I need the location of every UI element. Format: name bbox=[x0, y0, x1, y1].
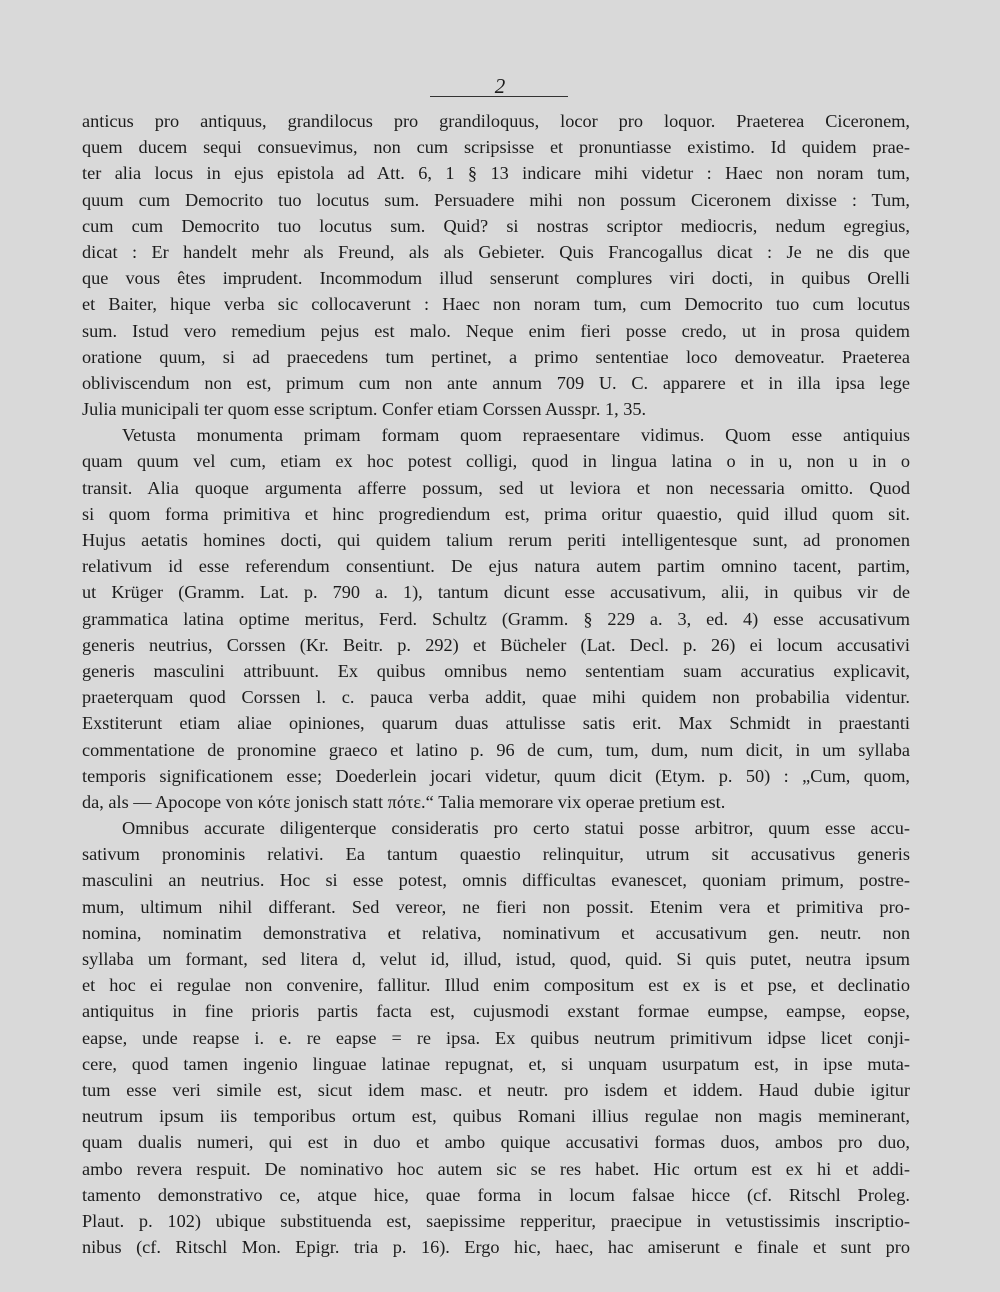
text-line: si quom forma primitiva et hinc progrediendum est, prima oritur quaestio, quid illud quom sit. bbox=[82, 503, 910, 524]
page-number: 2 bbox=[494, 74, 506, 98]
text-line: tum esse veri simile est, sicut idem masc. et neutr. pro isdem et iddem. Haud dubie igitur bbox=[82, 1079, 910, 1100]
text-line: quam quum vel cum, etiam ex hoc potest colligi, quod in lingua latina o in u, non u in o bbox=[82, 451, 910, 472]
text-line: generis neutrius, Corssen (Kr. Beitr. p. 292) et Bücheler (Lat. Decl. p. 26) ei locum accusativi bbox=[82, 634, 910, 655]
text-line: ambo revera respuit. De nominativo hoc autem sic se res habet. Hic ortum est ex hi et addi- bbox=[82, 1158, 910, 1179]
text-line: dicat : Er handelt mehr als Freund, als als Gebieter. Quis Francogallus dicat : Je ne dis que bbox=[82, 241, 910, 262]
text-line: antiquitus in fine prioris partis facta est, cujusmodi exstant formae eumpse, eampse, eopse, bbox=[82, 1001, 910, 1022]
text-line: temporis significationem esse; Doederlein jocari videtur, quum dicit (Etym. p. 50) : „Cum, quom, bbox=[82, 765, 910, 786]
text-line: mum, ultimum nihil differant. Sed vereor, ne fieri non possit. Etenim vera et primitiva pro- bbox=[82, 896, 910, 917]
text-line: Hujus aetatis homines docti, qui quidem talium rerum periti intelligentesque sunt, ad pronomen bbox=[82, 530, 910, 550]
text-line: Vetusta monumenta primam formam quom repraesentare vidimus. Quom esse antiquius bbox=[122, 425, 910, 446]
text-line: da, als — Apocope von κότε jonisch statt πότε.“ Talia memorare vix operae pretium est. bbox=[82, 791, 726, 812]
text-line: obliviscendum non est, primum cum non ante annum 709 U. C. apparere et in illa ipsa lege bbox=[82, 372, 910, 393]
text-line: generis masculini attribuunt. Ex quibus omnibus nemo sententiam suam accuratius explicavit, bbox=[82, 660, 910, 681]
text-line: anticus pro antiquus, grandilocus pro grandiloquus, locor pro loquor. Praeterea Ciceronem, bbox=[82, 111, 910, 131]
text-line: Omnibus accurate diligenterque consideratis pro certo statui posse arbitror, quum esse accu- bbox=[122, 818, 910, 839]
body-text bbox=[82, 108, 910, 1260]
text-line: sum. Istud vero remedium pejus est malo. Neque enim fieri posse credo, ut in prosa quidem bbox=[82, 320, 910, 341]
text-line: quem ducem sequi consuevimus, non cum scripsisse et pronuntiasse existimo. Id quidem prae- bbox=[82, 137, 910, 158]
text-line: Julia municipali ter quom esse scriptum. Confer etiam Corssen Ausspr. 1, 35. bbox=[82, 399, 647, 420]
text-line: grammatica latina optime meritus, Ferd. Schultz (Gramm. § 229 a. 3, ed. 4) esse accusativum bbox=[82, 608, 910, 629]
text-line: relativum id esse referendum consentiunt. De ejus natura autem partim omnino tacent, partim, bbox=[82, 556, 910, 577]
text-line: nomina, nominatim demonstrativa et relativa, nominativum et accusativum gen. neutr. non bbox=[82, 922, 910, 943]
text-line: cere, quod tamen ingenio linguae latinae repugnat, et, si unquam usurpatum est, in ipse muta- bbox=[82, 1053, 910, 1074]
text-line: praeterquam quod Corssen l. c. pauca verba addit, quae mihi quidem non probabilia videntur. bbox=[82, 687, 910, 708]
text-line: Plaut. p. 102) ubique substituenda est, saepissime repperitur, praecipue in vetustissimis inscriptio- bbox=[82, 1210, 910, 1231]
text-line: et hoc ei regulae non convenire, fallitur. Illud enim compositum est ex is et pse, et declinatio bbox=[82, 975, 910, 996]
text-line: et Baiter, hique verba sic collocaverunt : Haec non noram tum, cum Democrito tuo cum locutus bbox=[82, 294, 910, 315]
text-line: syllaba um formant, sed litera d, velut id, illud, istud, quod, quid. Si quis putet, neutra ipsum bbox=[82, 949, 910, 969]
text-line: quam dualis numeri, qui est in duo et ambo quique accusativi formas duos, ambos pro duo, bbox=[82, 1132, 910, 1153]
text-line: Exstiterunt etiam aliae opiniones, quarum duas attulisse satis erit. Max Schmidt in praestanti bbox=[82, 713, 910, 734]
text-line: tamento demonstrativo ce, atque hice, quae forma in locum falsae hicce (cf. Ritschl Proleg. bbox=[82, 1184, 910, 1205]
text-line: que vous êtes imprudent. Incommodum illud senserunt complures viri docti, in quibus Orelli bbox=[82, 268, 910, 289]
header-rule bbox=[430, 96, 568, 97]
text-line: cum cum Democrito tuo locutus sum. Quid? si nostras scriptor mediocris, nedum egregius, bbox=[82, 215, 910, 236]
text-line: oratione quum, si ad praecedens tum pertinet, a primo sententiae loco demoveatur. Praeterea bbox=[82, 346, 910, 367]
text-line: eapse, unde reapse i. e. re eapse = re ipsa. Ex quibus neutrum primitivum idpse licet conji- bbox=[82, 1027, 910, 1048]
text-line: sativum pronominis relativi. Ea tantum quaestio relinquitur, utrum sit accusativus generis bbox=[82, 844, 910, 865]
text-line: commentatione de pronomine graeco et latino p. 96 de cum, tum, dum, num dicit, in um syllaba bbox=[82, 739, 910, 760]
text-line: ter alia locus in ejus epistola ad Att. 6, 1 § 13 indicare mihi videtur : Haec non noram tum, bbox=[82, 163, 910, 184]
text-line: masculini an neutrius. Hoc si esse potest, omnis difficultas evanescet, quoniam primum, postre- bbox=[82, 870, 910, 891]
text-line: ut Krüger (Gramm. Lat. p. 790 a. 1), tantum dicunt esse accusativum, alii, in quibus vir de bbox=[82, 582, 910, 603]
text-line: quum cum Democrito tuo locutus sum. Persuadere mihi non possum Ciceronem dixisse : Tum, bbox=[82, 189, 910, 210]
text-line: transit. Alia quoque argumenta afferre possum, sed ut leviora et non necessaria omitto. Quod bbox=[82, 477, 910, 498]
text-line: nibus (cf. Ritschl Mon. Epigr. tria p. 16). Ergo hic, haec, hac amiserunt e finale et sunt pro bbox=[82, 1237, 910, 1258]
text-line: neutrum ipsum iis temporibus ortum est, quibus Romani illius regulae non magis meminerant, bbox=[82, 1106, 910, 1127]
